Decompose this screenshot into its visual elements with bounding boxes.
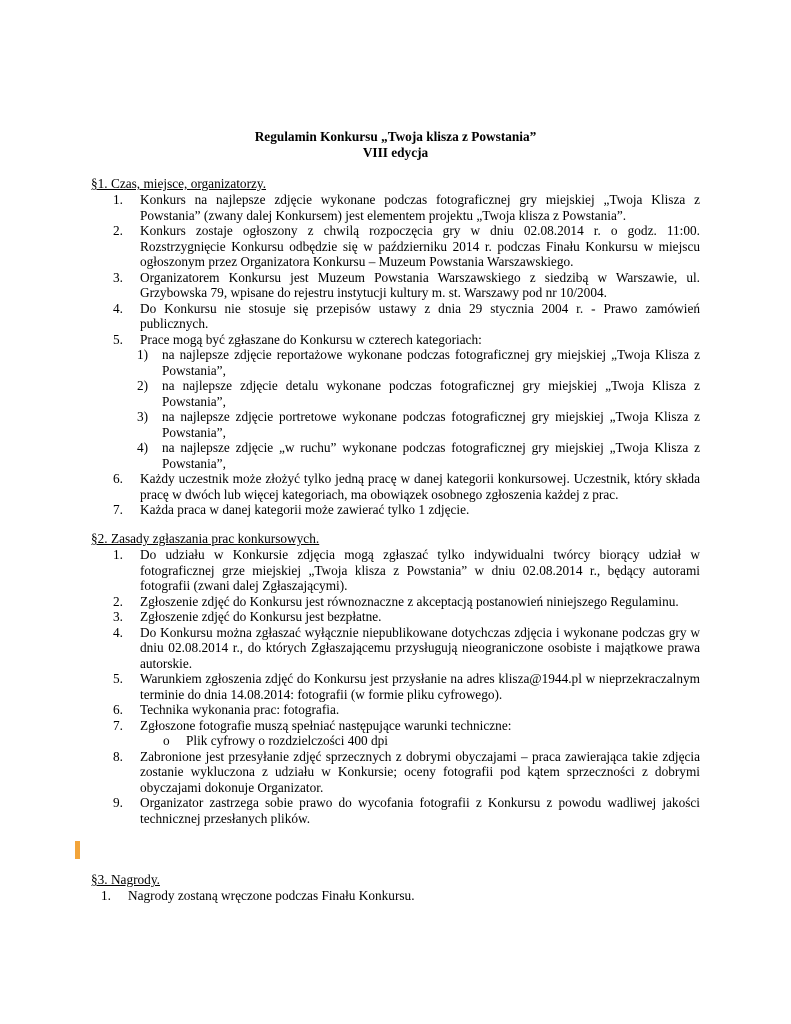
item-text-line: w miejscu ogłoszonym przez Organizatora Konkursu – Muzeum Powstania Warszawskiego. — [140, 238, 700, 269]
item-text — [140, 609, 700, 625]
list-item — [91, 718, 700, 734]
item-text-line: Nagrody zostaną wręczone podczas Finału Konkursu. — [128, 888, 415, 903]
section-3-heading: §3. Nagrody. — [91, 872, 160, 887]
section-2 — [91, 531, 700, 826]
list-item — [91, 795, 700, 826]
item-text — [140, 270, 700, 301]
item-text — [140, 223, 700, 270]
item-number: 3. — [113, 269, 123, 285]
list-item — [91, 332, 700, 348]
item-text — [162, 347, 700, 378]
item-text-line: publicznych. — [140, 316, 209, 331]
item-text-line: z Powstania”, — [162, 378, 700, 409]
section-1-categories — [91, 347, 700, 471]
item-number: 8. — [113, 748, 123, 764]
item-text — [162, 378, 700, 409]
item-text-line: Zgłoszenie zdjęć do Konkursu jest bezpłatne. — [140, 609, 382, 624]
item-number: 5. — [113, 671, 123, 686]
list-item — [91, 594, 700, 610]
item-text-line: gry w dniu 02.08.2014 r., do których Zgłaszającemu przysługują nieograniczone osobiste — [140, 624, 701, 655]
item-text-line: na najlepsze zdjęcie „w ruchu” wykonane podczas fotograficznej gry miejskiej „Twoja Klisza — [162, 440, 689, 455]
item-text — [140, 502, 700, 518]
list-item — [91, 733, 700, 749]
item-text-line: zdjęcia zostanie wykluczona z udziału w Konkursie; oceny fotografii pod kątem sprzeczności — [140, 748, 700, 779]
item-text-line: Zabronione jest przesyłanie zdjęć sprzecznych z dobrymi obyczajami – praca zawierająca takie — [140, 748, 658, 764]
item-text — [140, 702, 700, 718]
title-line-2: VIII edycja — [362, 145, 429, 160]
section-2-list — [91, 547, 700, 733]
bullet-text: Plik cyfrowy o rozdzielczości 400 dpi — [186, 733, 388, 748]
list-item — [91, 671, 700, 702]
item-text-line: Do udziału w Konkursie zdjęcia mogą zgłaszać tylko indywidualni twórcy biorący udział — [140, 547, 682, 562]
list-item — [91, 625, 700, 672]
list-item — [91, 609, 700, 625]
item-text-line: ul. Grzybowska 79, wpisane do rejestru instytucji kultury m. st. Warszawy pod nr 10/2004. — [140, 269, 701, 300]
item-number: 4) — [137, 440, 149, 455]
item-number: 2. — [113, 593, 123, 609]
list-item — [91, 547, 700, 594]
item-number: 6. — [113, 702, 123, 717]
section-1-heading: §1. Czas, miejsce, organizatorzy. — [91, 176, 267, 191]
bullet-mark: o — [163, 733, 170, 748]
section-1-list — [91, 192, 700, 347]
section-2-heading: §2. Zasady zgłaszania prac konkursowych. — [91, 531, 320, 546]
item-text-line: Klisza z Powstania”, — [162, 347, 700, 378]
section-2-bullets — [91, 733, 700, 749]
item-text — [140, 671, 700, 702]
document-title — [91, 129, 700, 161]
item-text-line: Prace mogą być zgłaszane do Konkursu w czterech kategoriach: — [140, 331, 482, 347]
item-text-line: na najlepsze zdjęcie reportażowe wykonane podczas fotograficznej gry miejskiej „Twoja — [162, 347, 651, 362]
item-number: 7. — [113, 502, 123, 517]
item-text-line: Do Konkursu można zgłaszać wyłącznie niepublikowane dotychczas zdjęcia i wykonane podczas — [140, 624, 665, 640]
list-item — [91, 888, 700, 904]
list-item — [91, 270, 700, 301]
item-text — [140, 625, 700, 672]
list-item — [91, 502, 700, 518]
item-text-line: Technika wykonania prac: fotografia. — [140, 702, 340, 717]
list-item — [91, 749, 700, 796]
item-text — [162, 440, 700, 471]
list-item — [91, 301, 700, 332]
item-text-line: Każda praca w danej kategorii może zawierać tylko 1 zdjęcie. — [140, 502, 470, 517]
section-2-list-continued — [91, 749, 700, 827]
item-text-line: Klisza z Powstania”, — [162, 409, 700, 440]
item-number: 4. — [113, 624, 123, 640]
item-text — [140, 718, 700, 734]
item-text — [140, 471, 700, 502]
item-number: 3) — [137, 409, 149, 424]
item-text-line: z Powstania”, — [162, 440, 700, 471]
item-text-line: w fotograficznej grze miejskiej „Twoja klisza z Powstania” w dniu 02.08.2014 r., będący — [140, 547, 700, 578]
item-text — [140, 749, 700, 796]
item-number: 2) — [137, 378, 149, 393]
section-3 — [91, 872, 700, 904]
item-text-line: Każdy uczestnik może złożyć tylko jedną pracę w danej kategorii konkursowej. Uczestnik, który — [140, 471, 663, 486]
item-number: 2. — [113, 223, 123, 238]
item-text-line: Zgłoszenie zdjęć do Konkursu jest równoznaczne z akceptacją postanowień niniejszego — [140, 593, 608, 609]
item-number: 5. — [113, 331, 123, 347]
item-text-line: Zgłoszone fotografie muszą spełniać następujące warunki techniczne: — [140, 717, 512, 733]
item-text-line: składa pracę w dwóch lub więcej kategoriach, ma obowiązek osobnego zgłoszenia każdej z prac. — [140, 471, 700, 502]
list-item — [91, 223, 700, 270]
list-item — [91, 471, 700, 502]
list-item — [91, 378, 700, 409]
item-number: 7. — [113, 717, 123, 733]
item-number: 1. — [101, 888, 111, 903]
item-text-line: Regulaminu. — [610, 593, 679, 609]
item-text-line: Do Konkursu nie stosuje się przepisów ustawy z dnia 29 stycznia 2004 r. - Prawo zamówień — [140, 300, 700, 316]
list-item — [91, 440, 700, 471]
item-text-line: Organizatorem Konkursu jest Muzeum Powstania Warszawskiego z siedzibą w Warszawie, — [140, 269, 678, 285]
item-number: 4. — [113, 300, 123, 316]
item-number: 3. — [113, 609, 123, 624]
list-item — [91, 347, 700, 378]
title-line-1: Regulamin Konkursu „Twoja klisza z Powstania” — [254, 129, 537, 144]
item-text-line: autorami fotografii (zwani dalej Zgłaszającymi). — [140, 562, 700, 593]
item-text-line: Organizator zastrzega sobie prawo do wycofania fotografii z Konkursu z powodu wadliwej — [140, 795, 657, 810]
item-text-line: na najlepsze zdjęcie portretowe wykonane podczas fotograficznej gry miejskiej „Twoja — [162, 409, 649, 424]
section-1 — [91, 176, 700, 518]
item-text — [140, 301, 700, 332]
item-number: 6. — [113, 471, 123, 486]
item-text — [140, 332, 700, 348]
item-text-line: na najlepsze zdjęcie detalu wykonane podczas fotograficznej gry miejskiej „Twoja Klisza — [162, 378, 687, 393]
list-item — [91, 409, 700, 440]
item-text-line: Konkurs na najlepsze zdjęcie wykonane podczas fotograficznej gry miejskiej „Twoja Klisza — [140, 192, 686, 207]
item-text-line: Rozstrzygnięcie Konkursu odbędzie się w październiku 2014 r. podczas Finału Konkursu — [140, 238, 638, 254]
item-text-line: i majątkowe prawa autorskie. — [140, 640, 700, 671]
margin-marker — [75, 841, 80, 859]
item-text — [140, 594, 700, 610]
item-text-line: Konkurs zostaje ogłoszony z chwilą rozpoczęcia gry w dniu 02.08.2014 r. o godz. 11:00. — [140, 223, 700, 238]
item-text-line: z dobrymi obyczajami dokonuje Organizator. — [140, 764, 700, 795]
item-number: 1. — [113, 547, 123, 562]
section-1-list-continued — [91, 471, 700, 518]
list-item — [91, 192, 700, 223]
item-text — [140, 795, 700, 826]
item-text-line: Warunkiem zgłoszenia zdjęć do Konkursu jest przysłanie na adres klisza@1944.pl — [140, 671, 582, 686]
item-text — [140, 192, 700, 223]
list-item — [91, 702, 700, 718]
item-number: 9. — [113, 795, 123, 810]
section-3-list — [91, 888, 700, 904]
item-text-line: z Powstania” (zwany dalej Konkursem) jest elementem projektu „Twoja klisza z Powstania”. — [140, 192, 700, 223]
item-text-line: jakości technicznej przesłanych plików. — [140, 795, 700, 826]
item-text — [128, 888, 700, 904]
item-text-line: w nieprzekraczalnym terminie do dnia 14.08.2014: fotografii (w formie pliku cyfrowego). — [140, 671, 700, 702]
item-text — [162, 409, 700, 440]
item-number: 1. — [113, 192, 123, 207]
item-number: 1) — [137, 347, 149, 362]
item-text — [140, 547, 700, 594]
